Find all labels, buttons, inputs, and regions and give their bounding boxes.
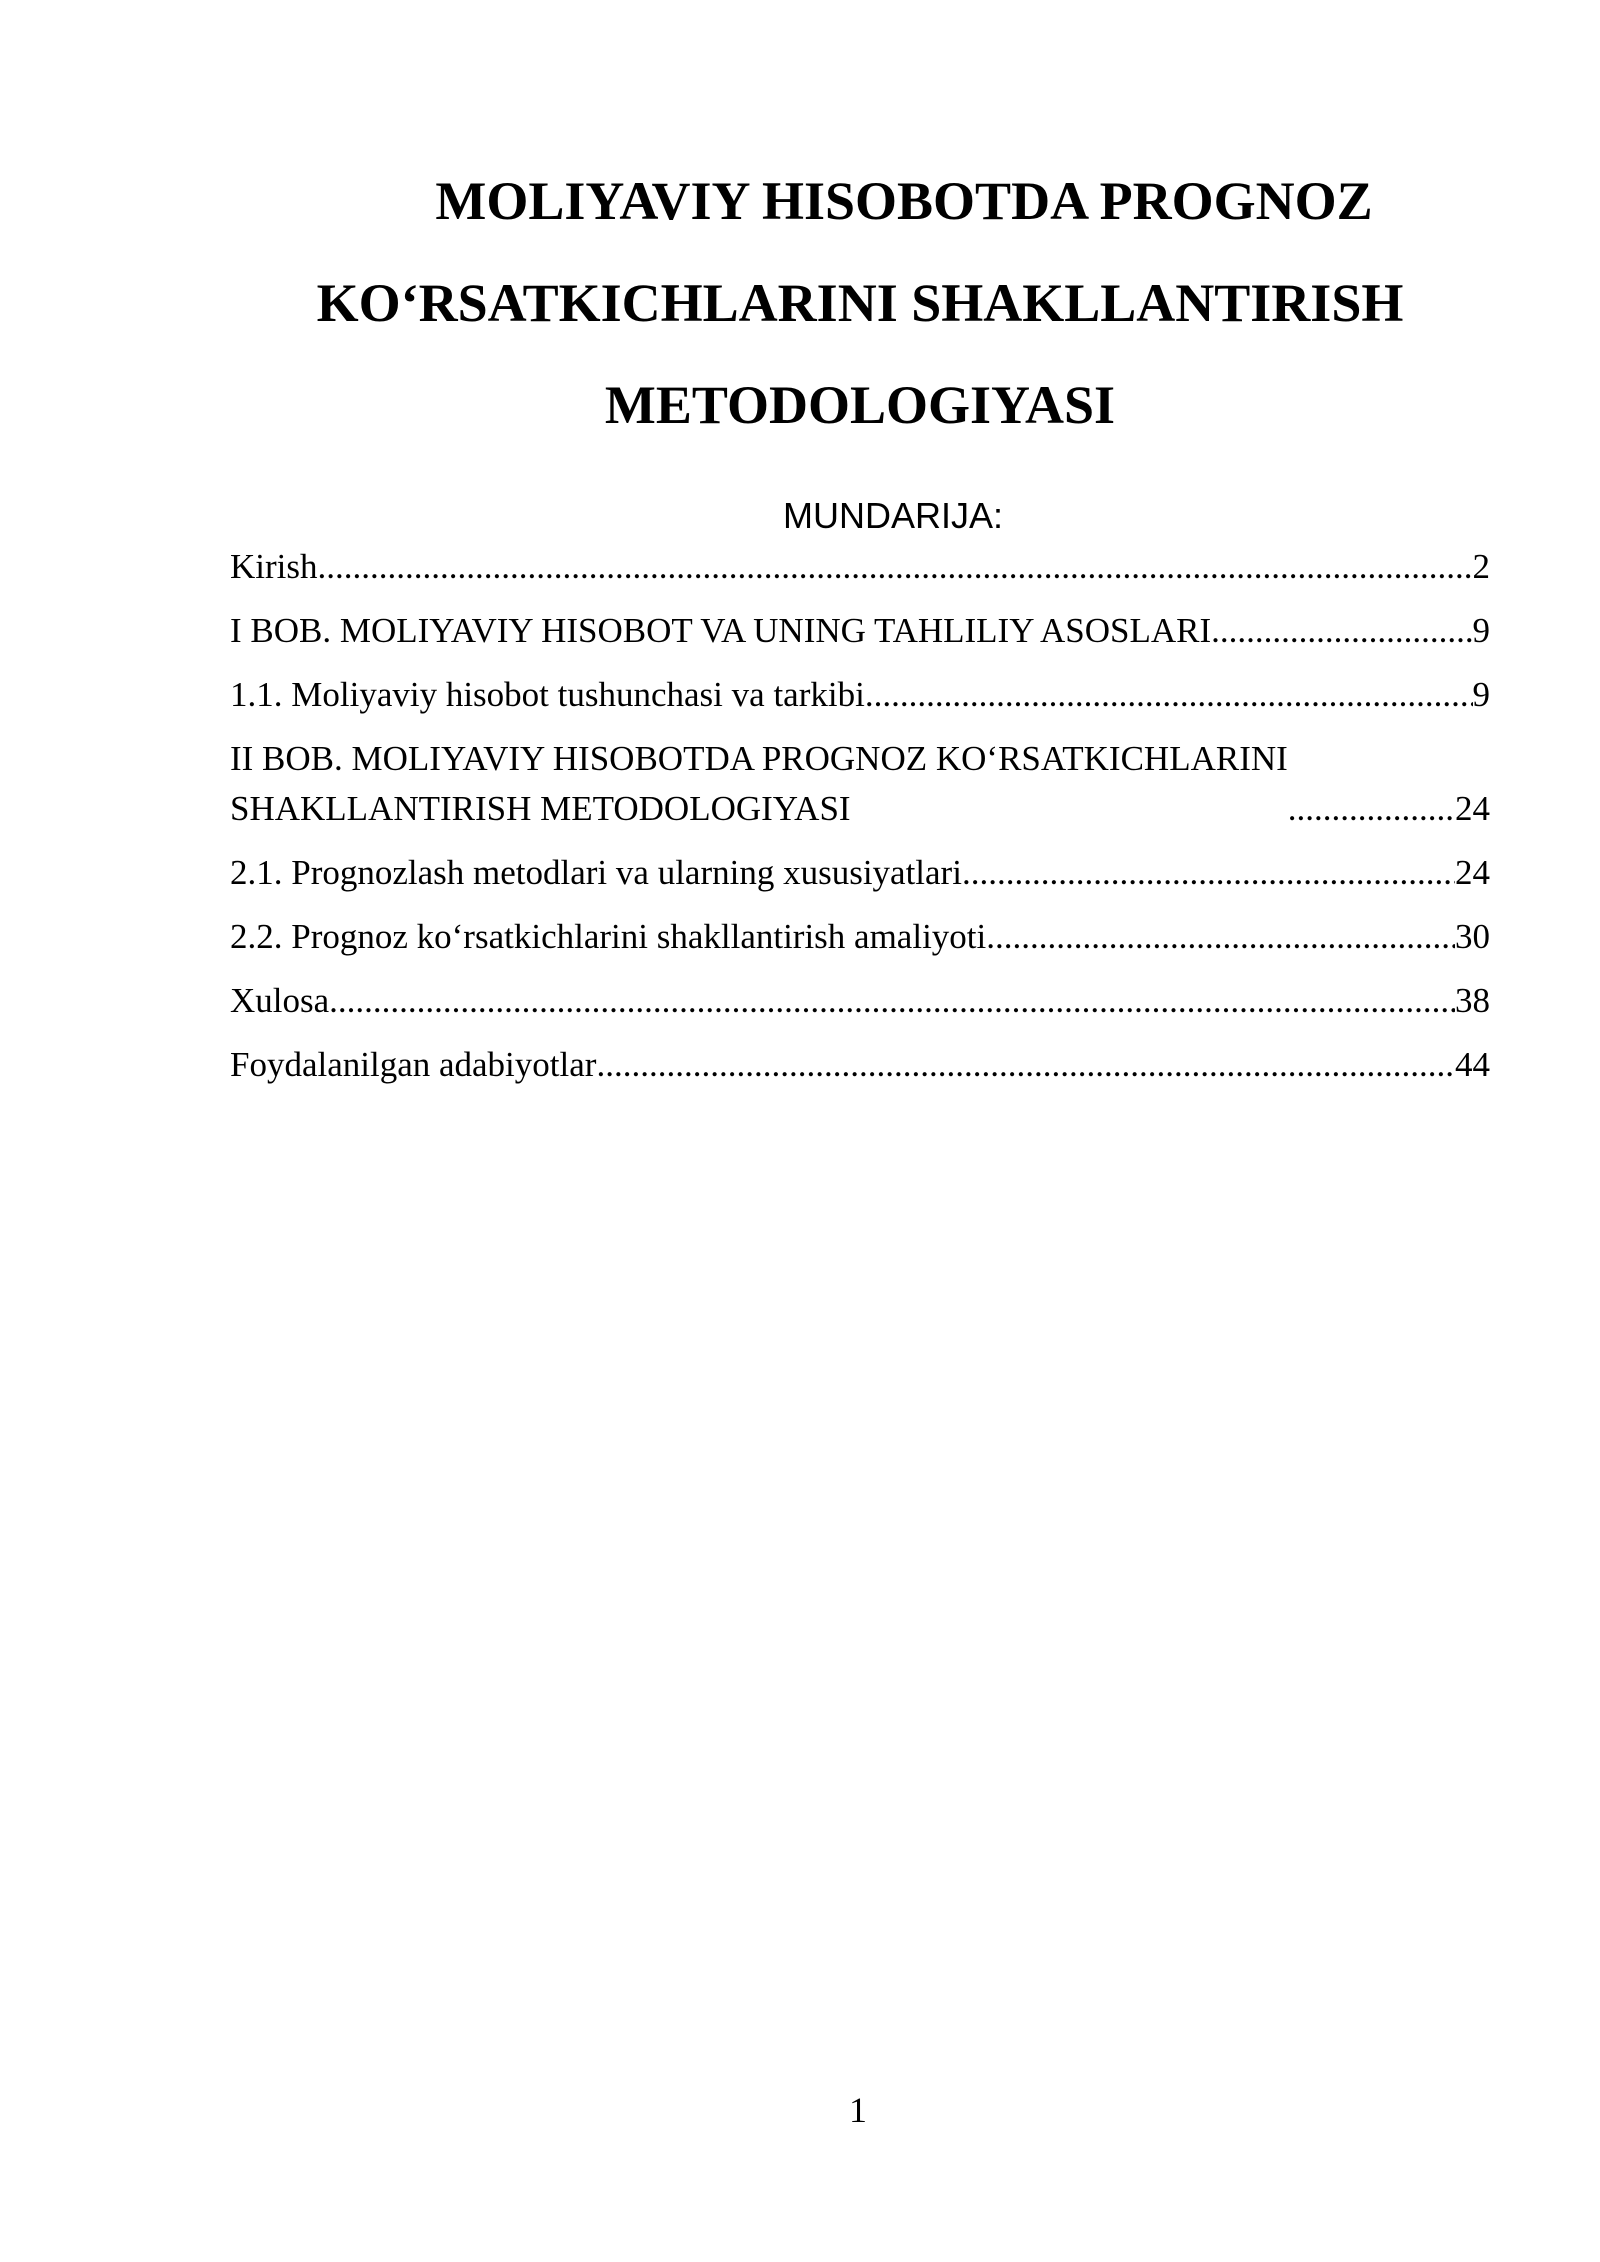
toc-leader-dots — [865, 670, 1473, 720]
toc-entry-label: 2.1. Prognozlash metodlari va ularning xususiyatlari — [230, 853, 962, 892]
toc-leader-dots — [986, 912, 1455, 962]
toc-entry-label: Xulosa — [230, 981, 330, 1020]
toc-entry-label: 1.1. Moliyaviy hisobot tushunchasi va tarkibi — [230, 675, 865, 714]
toc-leader-dots — [329, 976, 1455, 1026]
page-number: 1 — [849, 2090, 867, 2130]
toc-entry-page: 9 — [1472, 675, 1490, 714]
toc-entry-label-line: SHAKLLANTIRISH METODOLOGIYASI — [230, 789, 851, 828]
toc-entry-page: 24 — [1455, 789, 1490, 828]
title-line: MOLIYAVIY HISOBOTDA PROGNOZ — [435, 171, 1373, 231]
toc-leader-dots — [596, 1040, 1455, 1090]
toc-leader-dots — [962, 848, 1455, 898]
toc-entry-page: 30 — [1455, 917, 1490, 956]
toc-entry-chapter-1[interactable] — [230, 606, 1490, 656]
toc-entry-label: Kirish — [230, 547, 318, 586]
toc-entry-label-line: II BOB. MOLIYAVIY HISOBOTDA PROGNOZ KO‘RSATKICHLARINI — [230, 739, 1288, 778]
toc-entry-page: 9 — [1472, 611, 1490, 650]
toc-leader-dots — [1211, 606, 1472, 656]
toc-entry-label: I BOB. MOLIYAVIY HISOBOT VA UNING TAHLILIY ASOSLARI — [230, 611, 1212, 650]
document-title — [200, 150, 1520, 456]
toc-entry-page: 44 — [1455, 1045, 1490, 1084]
toc-entry-page: 2 — [1472, 547, 1490, 586]
toc-entry-section-2-1[interactable] — [230, 848, 1490, 898]
toc-leader-dots — [1288, 784, 1455, 834]
toc-entry-label: 2.2. Prognoz ko‘rsatkichlarini shakllantirish amaliyoti — [230, 917, 987, 956]
table-of-contents — [230, 542, 1490, 1090]
toc-leader-dots — [318, 542, 1473, 592]
toc-entry-page: 24 — [1455, 853, 1490, 892]
toc-entry-section-1-1[interactable] — [230, 670, 1490, 720]
toc-entry-label: Foydalanilgan adabiyotlar — [230, 1045, 597, 1084]
toc-entry-label — [230, 734, 1288, 834]
toc-entry-page: 38 — [1455, 981, 1490, 1020]
toc-heading: MUNDARIJA: — [782, 495, 1003, 536]
toc-entry-chapter-2[interactable] — [230, 734, 1490, 834]
toc-entry-xulosa[interactable] — [230, 976, 1490, 1026]
toc-entry-references[interactable] — [230, 1040, 1490, 1090]
toc-entry-kirish[interactable] — [230, 542, 1490, 592]
title-line: METODOLOGIYASI — [604, 375, 1116, 435]
toc-entry-section-2-2[interactable] — [230, 912, 1490, 962]
title-line: KO‘RSATKICHLARINI SHAKLLANTIRISH — [316, 273, 1404, 333]
